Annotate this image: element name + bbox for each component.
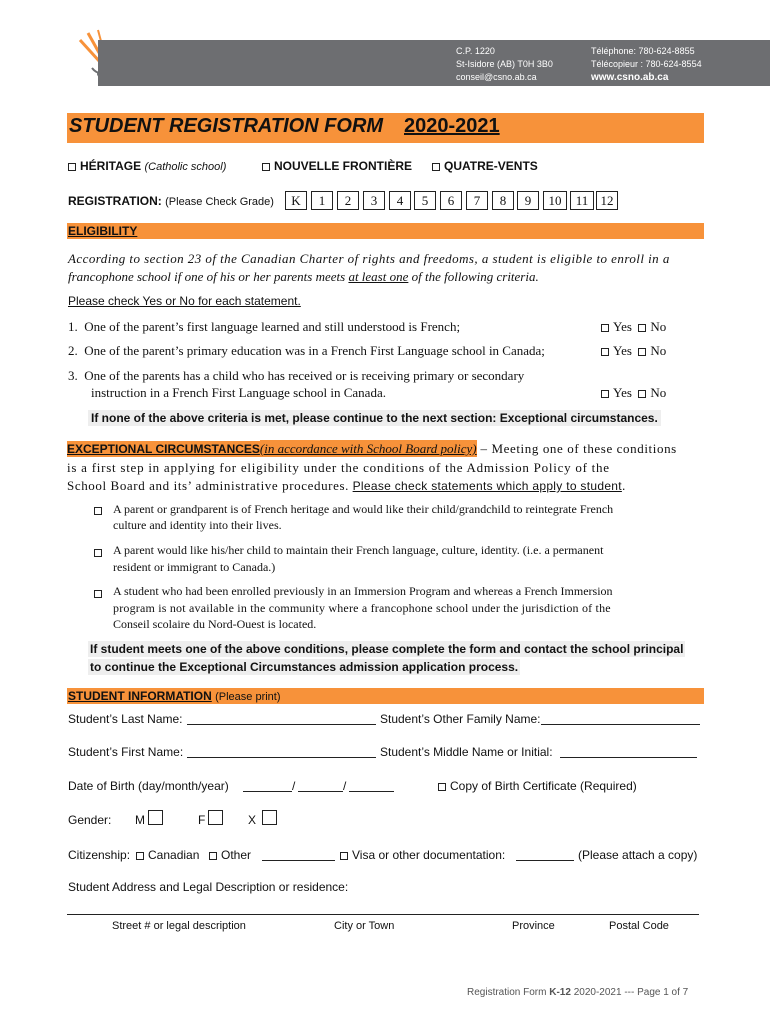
grade-box-11[interactable]: 11 <box>570 191 594 210</box>
no-checkbox[interactable] <box>638 324 646 332</box>
checkbox[interactable] <box>68 163 76 171</box>
school-nouvelle-frontiere[interactable]: NOUVELLE FRONTIÈRE <box>262 159 412 173</box>
grade-box-8[interactable]: 8 <box>492 191 514 210</box>
last-name-label: Student’s Last Name: <box>68 712 183 726</box>
eligibility-intro-1: According to section 23 of the Canadian Charter of rights and freedoms, a student is eligible to enroll in a <box>68 251 670 266</box>
criterion-3: 3. One of the parents has a child who has received or is receiving primary or secondary <box>68 368 525 383</box>
grade-box-2[interactable]: 2 <box>337 191 359 210</box>
first-name-label: Student’s First Name: <box>68 745 184 759</box>
exceptional-policy: (in accordance with School Board policy) <box>259 441 477 456</box>
student-info-heading: STUDENT INFORMATION <box>68 689 212 703</box>
grade-box-3[interactable]: 3 <box>363 191 385 210</box>
exceptional-item-3: A student who had been enrolled previously in an Immersion Program and whereas a French Immersion <box>113 584 613 598</box>
grade-box-k[interactable]: K <box>285 191 307 210</box>
student-info-bar <box>67 688 704 704</box>
exceptional-item-3-cont: program is not available in the community where a francophone school under the jurisdiction of the <box>113 601 611 615</box>
grade-box-5[interactable]: 5 <box>414 191 436 210</box>
exceptional-item-3-cont2: Conseil scolaire du Nord-Ouest is located. <box>113 617 317 631</box>
exceptional-heading-line: EXCEPTIONAL CIRCUMSTANCES(in accordance with School Board policy) – Meeting one of these conditions <box>67 441 677 456</box>
gender-label: Gender: <box>68 813 112 827</box>
gender-x-checkbox[interactable] <box>262 810 281 825</box>
yes-no-2[interactable]: Yes No <box>601 343 666 359</box>
exceptional-item-2: A parent would like his/her child to maintain their French language, culture, identity. (i.e. a permanent <box>113 543 604 557</box>
exceptional-heading: EXCEPTIONAL CIRCUMSTANCES <box>67 442 260 456</box>
province-caption: Province <box>512 920 555 932</box>
exceptional-note-2: to continue the Exceptional Circumstances admission application process. <box>90 660 519 674</box>
school-heritage[interactable]: HÉRITAGE (Catholic school) <box>68 159 226 173</box>
form-title-bar <box>67 113 704 143</box>
checkbox[interactable] <box>432 163 440 171</box>
first-name-field[interactable] <box>187 757 376 758</box>
middle-name-label: Student’s Middle Name or Initial: <box>380 745 553 759</box>
dob-year-field[interactable] <box>349 791 394 792</box>
middle-name-field[interactable] <box>560 757 697 758</box>
yes-checkbox[interactable] <box>601 324 609 332</box>
street-caption: Street # or legal description <box>112 920 246 932</box>
gender-f-checkbox[interactable] <box>208 810 227 825</box>
form-title: STUDENT REGISTRATION FORM <box>69 115 384 137</box>
citizenship-other-field[interactable] <box>262 860 335 861</box>
citizenship-label: Citizenship: <box>68 848 131 862</box>
grade-box-9[interactable]: 9 <box>517 191 539 210</box>
exceptional-item-1-cont: culture and identity into their lives. <box>113 518 282 532</box>
postal-code-caption: Postal Code <box>609 920 669 932</box>
birth-cert-option[interactable]: Copy of Birth Certificate (Required) <box>438 779 637 793</box>
visa-field[interactable] <box>516 860 574 861</box>
email[interactable]: conseil@csno.ab.ca <box>456 72 537 82</box>
school-quatre-vents[interactable]: QUATRE-VENTS <box>432 159 538 173</box>
city-caption: City or Town <box>334 920 395 932</box>
eligibility-heading: ELIGIBILITY <box>68 224 138 238</box>
citizenship-visa[interactable]: Visa or other documentation: <box>340 848 505 862</box>
dob-month-field[interactable] <box>298 791 343 792</box>
address-label: Student Address and Legal Description or residence: <box>68 880 349 894</box>
checkbox[interactable] <box>262 163 270 171</box>
grade-box-7[interactable]: 7 <box>466 191 488 210</box>
gender-m-checkbox[interactable] <box>148 810 167 825</box>
other-family-name-label: Student’s Other Family Name: <box>380 712 541 726</box>
header-contact-bar <box>98 40 770 86</box>
website[interactable]: www.csno.ab.ca <box>591 72 669 83</box>
exceptional-intro-3: School Board and its’ administrative procedures. Please check statements which apply to student. <box>67 478 626 493</box>
eligibility-bar <box>67 223 704 239</box>
gender-f-label: F <box>198 813 206 827</box>
checkbox[interactable] <box>438 783 446 791</box>
eligibility-intro-2: francophone school if one of his or her parents meets at least one of the following criteria. <box>68 269 539 284</box>
exceptional-checkbox-2[interactable] <box>94 547 106 557</box>
other-family-name-field[interactable] <box>541 724 700 725</box>
gender-m-label: M <box>135 813 145 827</box>
exceptional-checkbox-3[interactable] <box>94 588 106 598</box>
yes-checkbox[interactable] <box>601 348 609 356</box>
grade-box-12[interactable]: 12 <box>596 191 618 210</box>
registration-label: REGISTRATION: (Please Check Grade) <box>68 194 274 208</box>
eligibility-note: If none of the above criteria is met, please continue to the next section: Exceptional circumstances. <box>88 410 661 426</box>
exceptional-item-2-cont: resident or immigrant to Canada.) <box>113 560 276 574</box>
citizenship-other[interactable]: Other <box>209 848 251 862</box>
grade-box-1[interactable]: 1 <box>311 191 333 210</box>
fax: Télécopieur : 780-624-8554 <box>591 59 702 69</box>
criterion-2: 2. One of the parent’s primary education was in a French First Language school in Canada; <box>68 343 545 358</box>
address-line1: C.P. 1220 <box>456 46 495 56</box>
gender-x-label: X <box>248 813 257 827</box>
last-name-field[interactable] <box>187 724 376 725</box>
criterion-3-cont: instruction in a French First Language school in Canada. <box>91 385 386 400</box>
page-footer: Registration Form K-12 2020-2021 --- Page 1 of 7 <box>467 987 689 998</box>
yes-no-1[interactable]: Yes No <box>601 319 666 335</box>
eligibility-instruction: Please check Yes or No for each statement. <box>68 294 301 308</box>
exceptional-note-1: If student meets one of the above conditions, please complete the form and contact the school principal <box>90 642 684 656</box>
yes-no-3[interactable]: Yes No <box>601 385 666 401</box>
no-checkbox[interactable] <box>638 390 646 398</box>
exceptional-checkbox-1[interactable] <box>94 505 106 515</box>
grade-box-4[interactable]: 4 <box>389 191 411 210</box>
grade-box-6[interactable]: 6 <box>440 191 462 210</box>
citizenship-canadian[interactable]: Canadian <box>136 848 199 862</box>
phone: Téléphone: 780-624-8855 <box>591 46 695 56</box>
dob-day-field[interactable] <box>243 791 292 792</box>
no-checkbox[interactable] <box>638 348 646 356</box>
exceptional-item-1: A parent or grandparent is of French heritage and would like their child/grandchild to reintegrate French <box>113 502 614 516</box>
yes-checkbox[interactable] <box>601 390 609 398</box>
dob-label: Date of Birth (day/month/year) <box>68 779 229 793</box>
visa-attach-note: (Please attach a copy) <box>578 848 698 862</box>
grade-box-10[interactable]: 10 <box>543 191 567 210</box>
address-field[interactable] <box>67 914 699 915</box>
student-info-note: (Please print) <box>215 691 281 703</box>
exceptional-intro-2: is a first step in applying for eligibility under the conditions of the Admission Policy of the <box>67 460 610 475</box>
form-year: 2020-2021 <box>404 115 500 137</box>
address-line2: St-Isidore (AB) T0H 3B0 <box>456 59 553 69</box>
criterion-1: 1. One of the parent’s first language learned and still understood is French; <box>68 319 461 334</box>
